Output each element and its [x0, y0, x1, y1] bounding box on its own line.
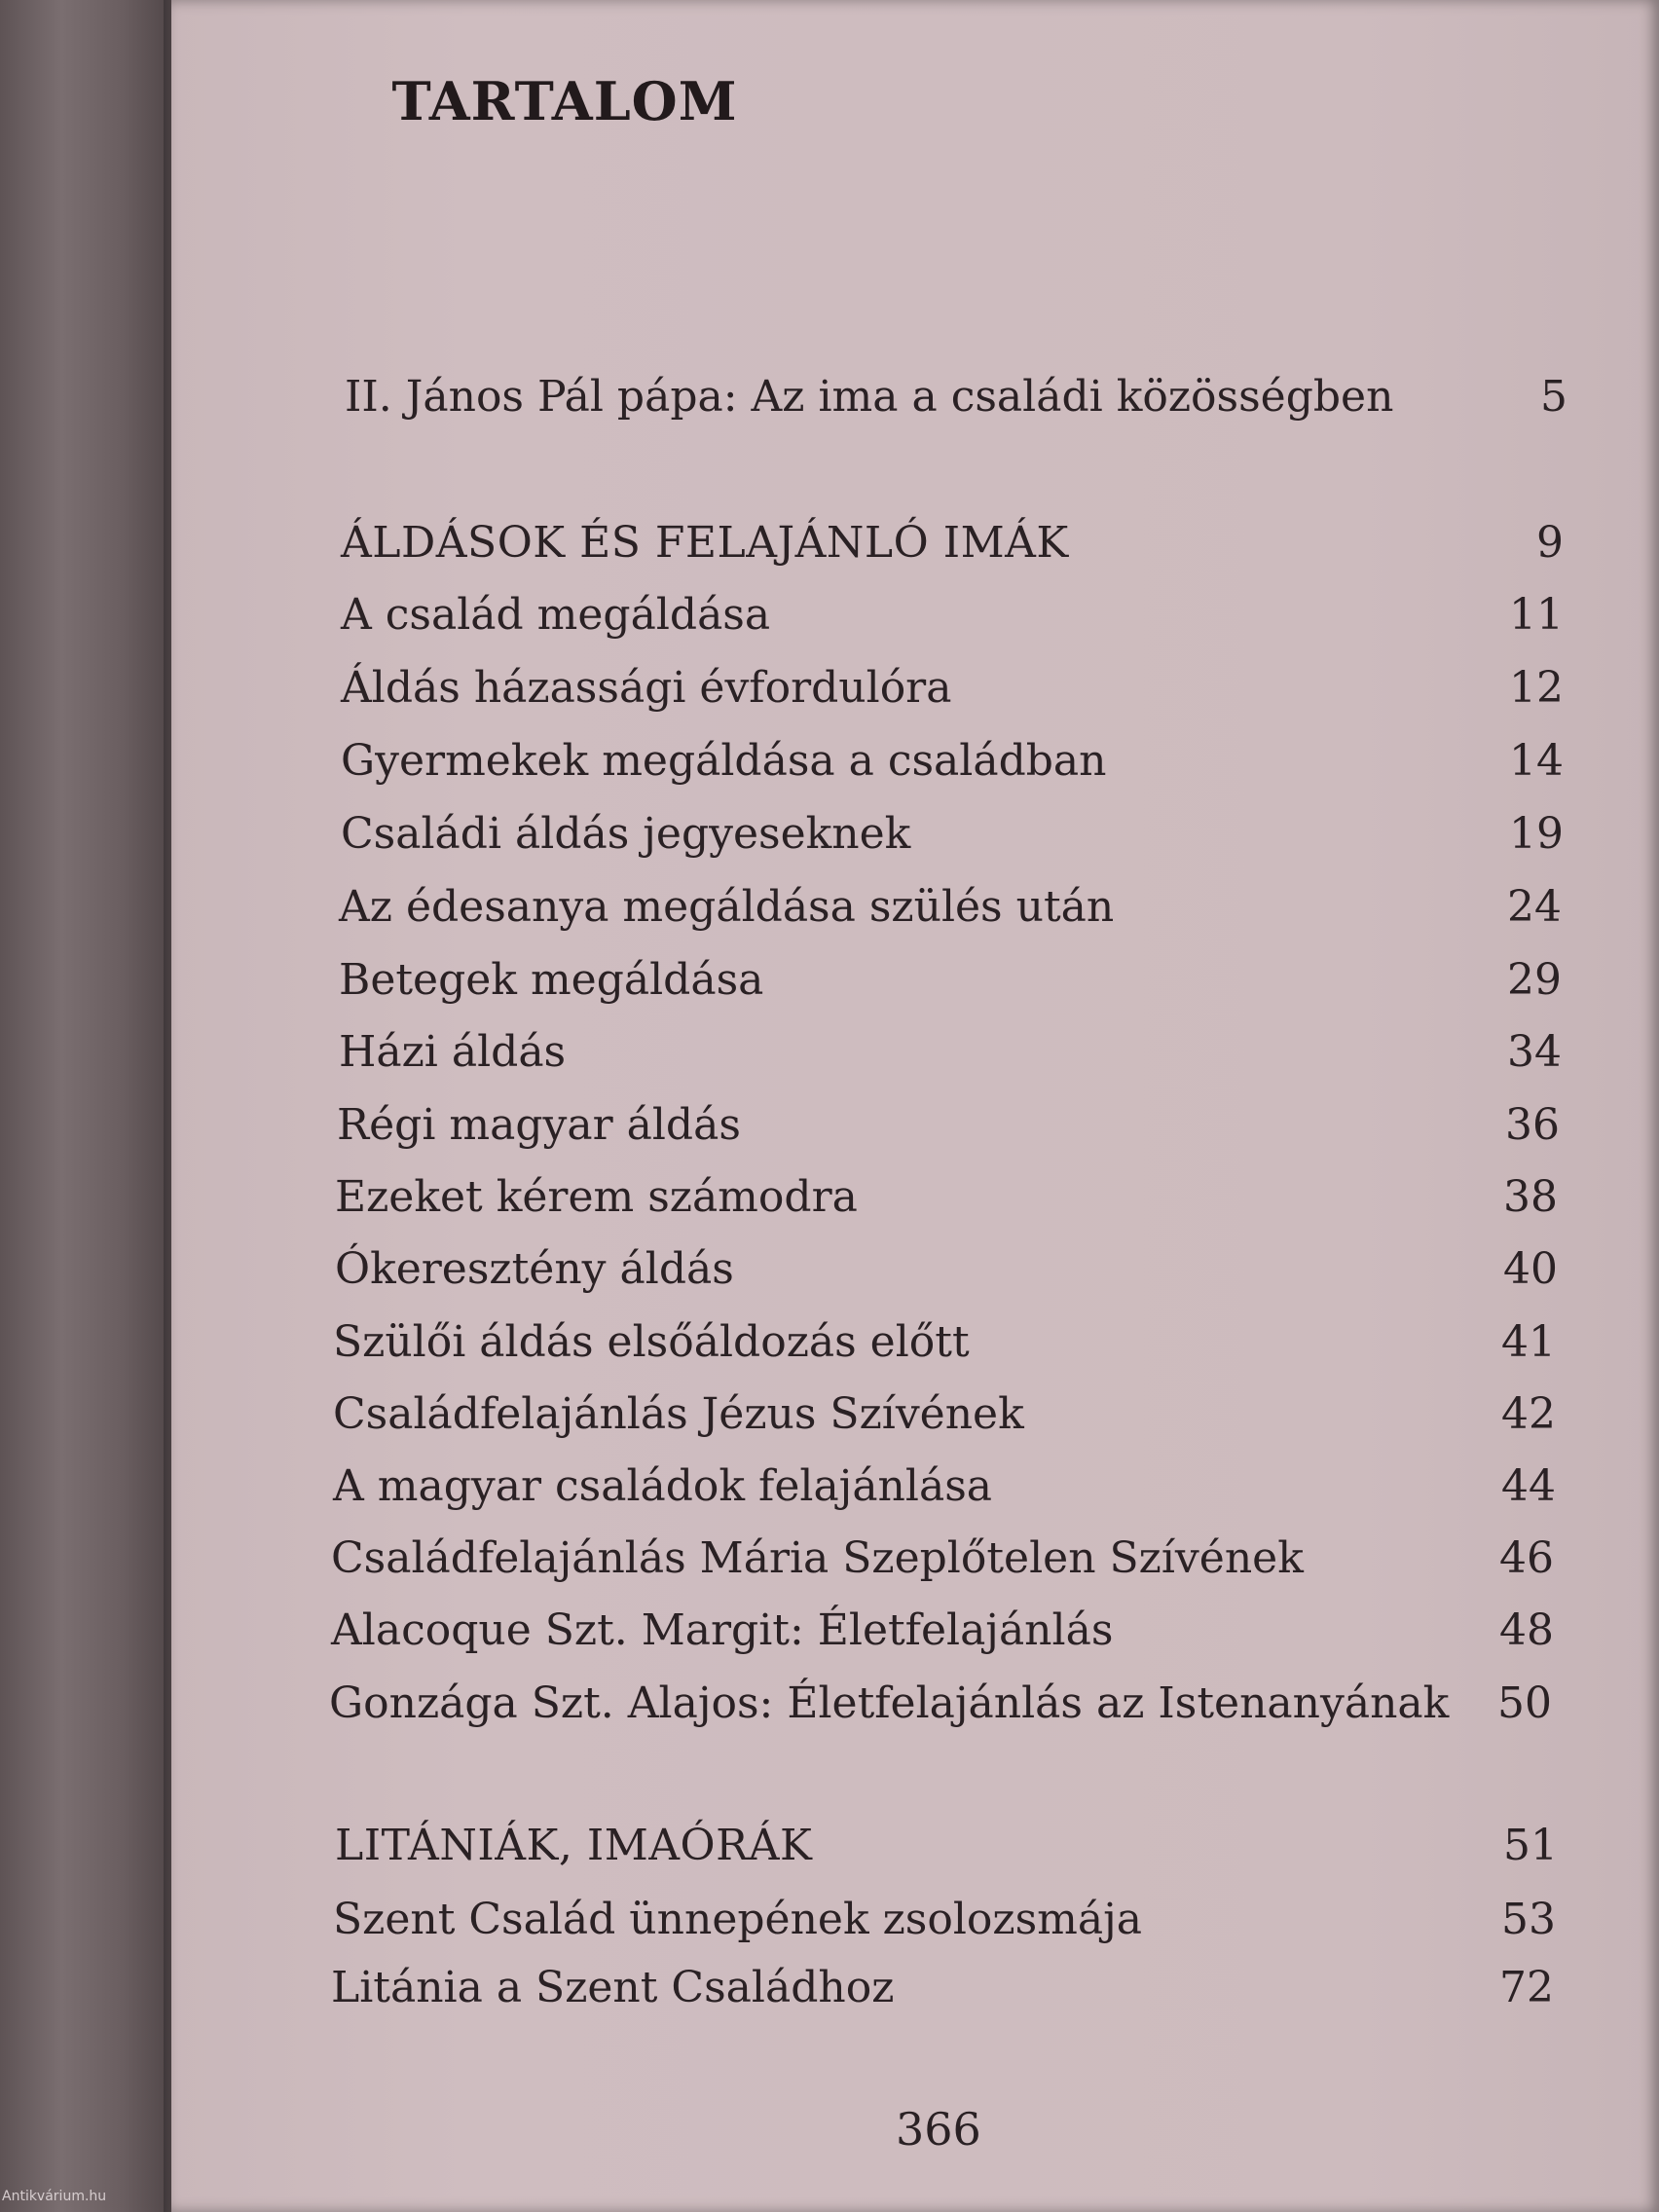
- toc-entry: [339, 878, 1562, 937]
- toc-entry-title: Gyermekek megáldása a családban: [341, 736, 1107, 786]
- toc-entry: [331, 1959, 1554, 2017]
- toc-entry: [333, 1457, 1556, 1516]
- toc-entry-title: Családi áldás jegyeseknek: [341, 809, 911, 859]
- toc-entry: [341, 732, 1564, 791]
- book-binding: [0, 0, 175, 2212]
- toc-entry-title: Régi magyar áldás: [337, 1100, 741, 1150]
- toc-entry-page: 9: [1536, 518, 1564, 568]
- toc-entry-title: Szent Család ünnepének zsolozsmája: [333, 1895, 1142, 1944]
- toc-entry-page: 48: [1499, 1605, 1554, 1655]
- toc-entry-page: 34: [1507, 1027, 1562, 1077]
- toc-entry-title: Az édesanya megáldása szülés után: [339, 882, 1115, 932]
- toc-entry-page: 14: [1509, 736, 1564, 786]
- toc-section: [335, 1817, 1558, 1875]
- toc-entry-page: 36: [1505, 1100, 1560, 1150]
- toc-entry-page: 53: [1501, 1895, 1556, 1944]
- toc-entry-page: 5: [1540, 372, 1567, 422]
- toc-entry-page: 12: [1509, 663, 1564, 713]
- toc-entry-page: 38: [1503, 1172, 1558, 1222]
- toc-entry-page: 50: [1497, 1678, 1552, 1728]
- toc-entry-page: 46: [1499, 1533, 1554, 1583]
- toc-entry: [331, 1602, 1554, 1660]
- toc-entry-title: II. János Pál pápa: Az ima a családi közösségben: [345, 372, 1394, 422]
- toc-entry-title: Litánia a Szent Családhoz: [331, 1963, 895, 2012]
- toc-entry-page: 29: [1507, 955, 1562, 1005]
- toc-entry: [339, 951, 1562, 1010]
- toc-entry-page: 42: [1501, 1389, 1556, 1439]
- toc-entry-title: LITÁNIÁK, IMAÓRÁK: [335, 1821, 813, 1870]
- toc-entry-title: Ókeresztény áldás: [335, 1244, 734, 1294]
- toc-entry: [333, 1313, 1556, 1372]
- toc-entry-title: Betegek megáldása: [339, 955, 764, 1005]
- toc-entry: [333, 1385, 1556, 1444]
- toc-entry-page: 11: [1509, 590, 1564, 640]
- watermark: Antikvárium.hu: [2, 2189, 107, 2204]
- toc-entry: [335, 1240, 1558, 1299]
- toc-entry: [341, 659, 1564, 718]
- toc-entry-title: A magyar családok felajánlása: [333, 1461, 993, 1511]
- toc-entry-title: ÁLDÁSOK ÉS FELAJÁNLÓ IMÁK: [341, 518, 1069, 568]
- toc-entry-title: Családfelajánlás Mária Szeplőtelen Szívének: [331, 1533, 1304, 1583]
- toc-entry-page: 24: [1507, 882, 1562, 932]
- page-number: 366: [896, 2103, 981, 2156]
- toc-entry: [345, 368, 1567, 426]
- toc-entry-page: 44: [1501, 1461, 1556, 1511]
- toc-entry: [337, 1096, 1560, 1155]
- toc-entry-page: 72: [1499, 1963, 1554, 2012]
- toc-section: [341, 514, 1564, 572]
- toc-entry-title: Alacoque Szt. Margit: Életfelajánlás: [331, 1605, 1114, 1655]
- toc-entry: [331, 1530, 1554, 1588]
- toc-entry-title: Gonzága Szt. Alajos: Életfelajánlás az Istenanyának: [329, 1678, 1450, 1728]
- toc-entry-title: Családfelajánlás Jézus Szívének: [333, 1389, 1024, 1439]
- toc-entry: [341, 805, 1564, 864]
- toc-entry-page: 40: [1503, 1244, 1558, 1294]
- toc-entry-title: Házi áldás: [339, 1027, 567, 1077]
- toc-entry: [339, 1023, 1562, 1082]
- toc-entry: [335, 1168, 1558, 1227]
- toc-entry-page: 19: [1509, 809, 1564, 859]
- toc-entry: [333, 1891, 1556, 1949]
- toc-entry-title: Ezeket kérem számodra: [335, 1172, 858, 1222]
- toc-entry-page: 51: [1503, 1821, 1558, 1870]
- page-title: TARTALOM: [391, 70, 738, 132]
- toc-entry: [341, 586, 1564, 645]
- toc-entry: [329, 1675, 1552, 1733]
- toc-entry-title: A család megáldása: [341, 590, 771, 640]
- toc-entry-title: Áldás házassági évfordulóra: [341, 663, 952, 713]
- toc-entry-title: Szülői áldás elsőáldozás előtt: [333, 1317, 970, 1367]
- toc-entry-page: 41: [1501, 1317, 1556, 1367]
